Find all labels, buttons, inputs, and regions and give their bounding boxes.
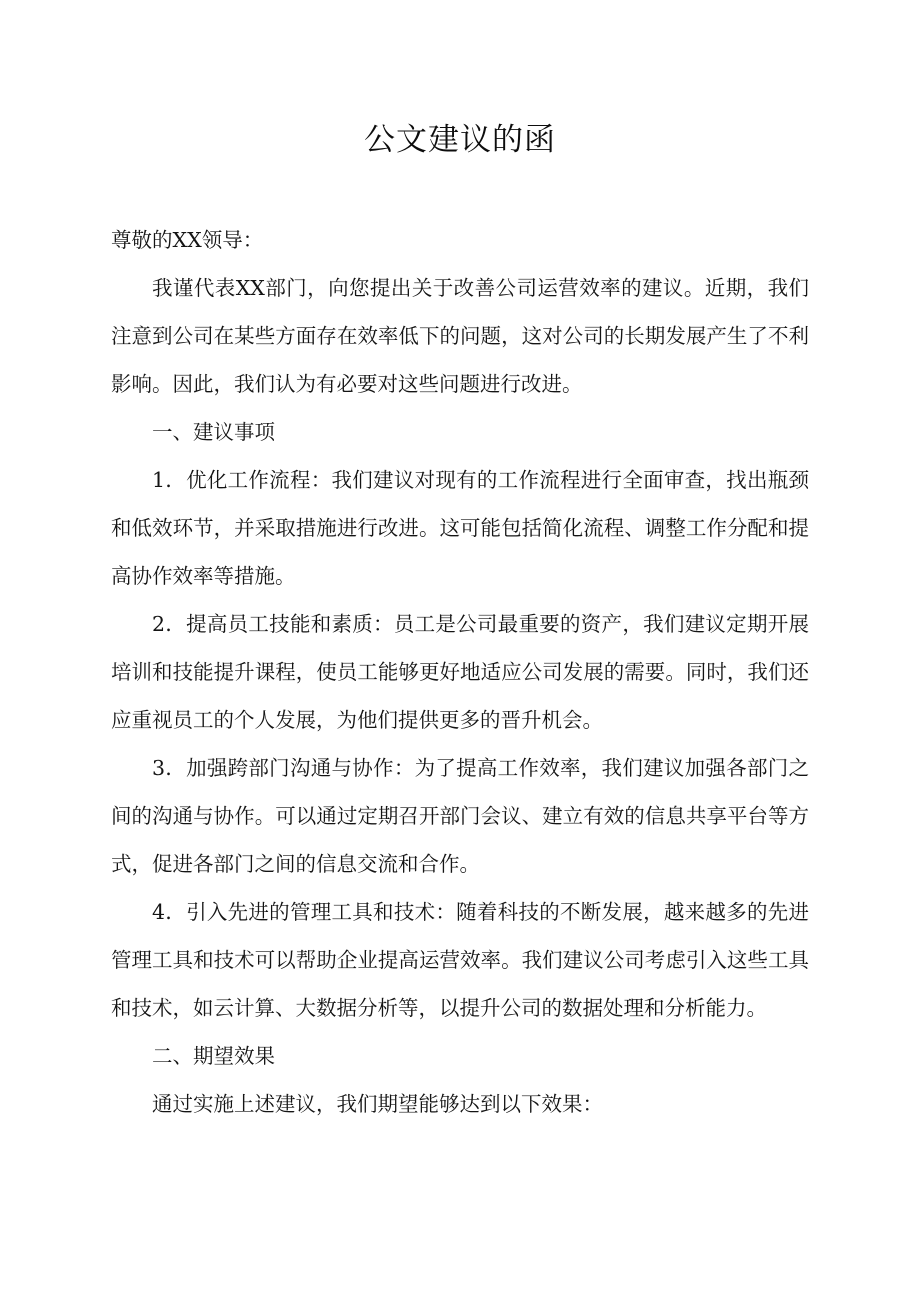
document-title: 公文建议的函 xyxy=(364,122,556,158)
section-heading-suggestions: 一、建议事项 xyxy=(152,420,275,444)
suggestion-item-3: 3．加强跨部门沟通与协作：为了提高工作效率，我们建议加强各部门之间的沟通与协作。可以通过定期召开部门会议、建立有效的信息共享平台等方式，促进各部门之间的信息交流和合作。 xyxy=(111,756,809,876)
intro-paragraph: 我谨代表XX部门，向您提出关于改善公司运营效率的建议。近期，我们注意到公司在某些方面存在效率低下的问题，这对公司的长期发展产生了不利影响。因此，我们认为有必要对这些问题进行改进。 xyxy=(111,276,809,396)
salutation: 尊敬的XX领导： xyxy=(111,228,264,252)
suggestion-item-4: 4．引入先进的管理工具和技术：随着科技的不断发展，越来越多的先进管理工具和技术可以帮助企业提高运营效率。我们建议公司考虑引入这些工具和技术，如云计算、大数据分析等，以提升公司的数据处理和分析能力。 xyxy=(111,900,809,1020)
section-heading-expected-effects: 二、期望效果 xyxy=(152,1044,275,1068)
suggestion-item-2: 2．提高员工技能和素质：员工是公司最重要的资产，我们建议定期开展培训和技能提升课程，使员工能够更好地适应公司发展的需要。同时，我们还应重视员工的个人发展，为他们提供更多的晋升机会。 xyxy=(111,612,809,732)
expected-effects-intro: 通过实施上述建议，我们期望能够达到以下效果： xyxy=(152,1092,603,1116)
suggestion-item-1: 1．优化工作流程：我们建议对现有的工作流程进行全面审查，找出瓶颈和低效环节，并采取措施进行改进。这可能包括简化流程、调整工作分配和提高协作效率等措施。 xyxy=(111,468,809,588)
document-body xyxy=(111,216,809,1128)
